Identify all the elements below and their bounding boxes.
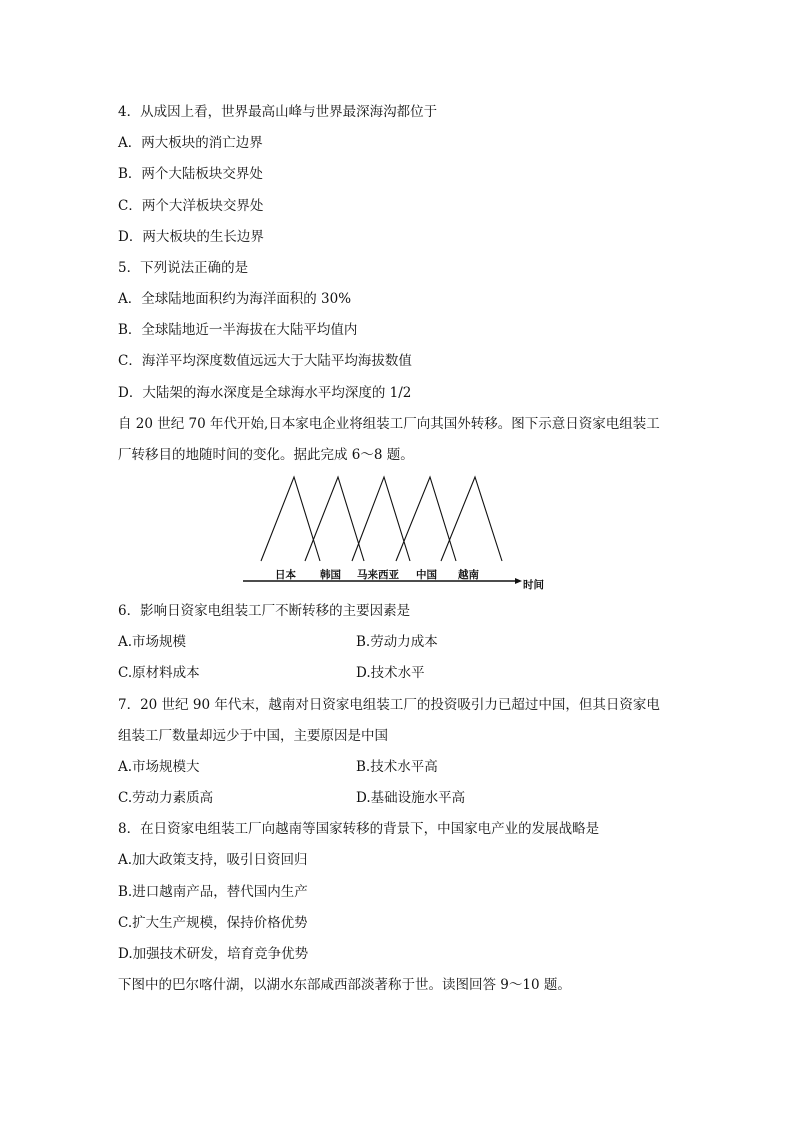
q7-stem-line2: 组装工厂数量却远少于中国，主要原因是中国 xyxy=(118,728,388,744)
q8-stem: 8．在日资家电组装工厂向越南等国家转移的背景下，中国家电产业的发展战略是 xyxy=(118,821,600,837)
label-malaysia: 马来西亚 xyxy=(357,569,399,581)
label-vietnam: 越南 xyxy=(458,569,479,581)
triangle-china xyxy=(396,477,456,561)
q4-option-a: A．两大板块的消亡边界 xyxy=(118,135,263,151)
triangle-vietnam xyxy=(441,477,502,561)
label-korea: 韩国 xyxy=(320,569,341,581)
q6-option-b: B.劳动力成本 xyxy=(356,634,438,650)
label-china: 中国 xyxy=(416,569,437,581)
label-japan: 日本 xyxy=(275,569,296,581)
q7-option-a: A.市场规模大 xyxy=(118,759,200,775)
triangle-japan xyxy=(261,477,320,561)
q4-option-c: C．两个大洋板块交界处 xyxy=(118,198,264,214)
q4-option-d: D．两大板块的生长边界 xyxy=(118,229,264,245)
intro-9-10: 下图中的巴尔喀什湖，以湖水东部咸西部淡著称于世。读图回答 9～10 题。 xyxy=(118,977,571,993)
q4-option-b: B．两个大陆板块交界处 xyxy=(118,166,263,182)
q6-option-d: D.技术水平 xyxy=(356,665,425,681)
q7-option-c: C.劳动力素质高 xyxy=(118,790,214,806)
q8-option-d: D.加强技术研发，培育竞争优势 xyxy=(118,946,309,962)
q8-option-b: B.进口越南产品，替代国内生产 xyxy=(118,884,308,900)
q5-stem: 5．下列说法正确的是 xyxy=(118,260,249,276)
q6-option-a: A.市场规模 xyxy=(118,634,187,650)
q6-stem: 6．影响日资家电组装工厂不断转移的主要因素是 xyxy=(118,603,411,619)
intro-6-8-line1: 自 20 世纪 70 年代开始,日本家电企业将组装工厂向其国外转移。图下示意日资家电组装工 xyxy=(118,416,660,432)
q5-option-c: C．海洋平均深度数值远远大于大陆平均海拔数值 xyxy=(118,353,412,369)
q7-stem-line1: 7．20 世纪 90 年代末，越南对日资家电组装工厂的投资吸引力已超过中国，但其日资家电 xyxy=(118,697,660,713)
q7-option-b: B.技术水平高 xyxy=(356,759,438,775)
q5-option-d: D．大陆架的海水深度是全球海水平均深度的 1/2 xyxy=(118,385,412,401)
intro-6-8-line2: 厂转移目的地随时间的变化。据此完成 6～8 题。 xyxy=(118,447,414,463)
q8-option-c: C.扩大生产规模，保持价格优势 xyxy=(118,915,308,931)
q7-option-d: D.基础设施水平高 xyxy=(356,790,466,806)
q8-option-a: A.加大政策支持，吸引日资回归 xyxy=(118,852,308,868)
q4-stem: 4．从成因上看，世界最高山峰与世界最深海沟都位于 xyxy=(118,104,438,120)
axis-label-time: 时间 xyxy=(523,579,544,591)
q5-option-b: B．全球陆地近一半海拔在大陆平均值内 xyxy=(118,322,358,338)
triangle-malaysia xyxy=(352,477,410,561)
q6-option-c: C.原材料成本 xyxy=(118,665,200,681)
q5-option-a: A．全球陆地面积约为海洋面积的 30% xyxy=(118,291,352,307)
triangle-korea xyxy=(305,477,364,561)
time-axis-arrow xyxy=(515,578,522,584)
